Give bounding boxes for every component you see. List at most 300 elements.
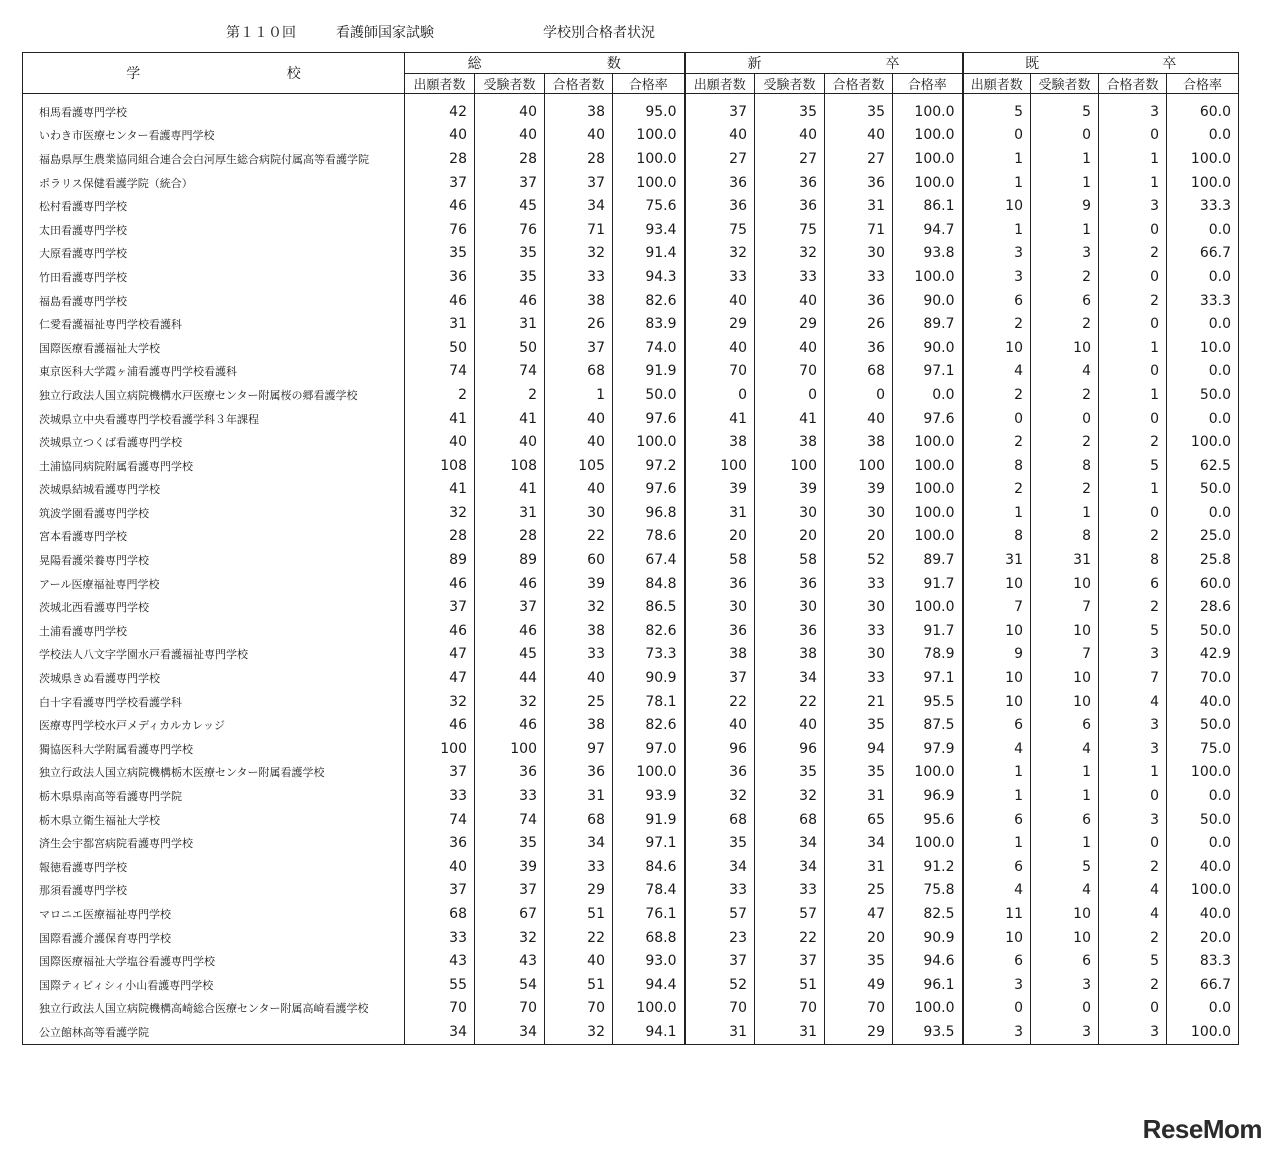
table-row xyxy=(23,690,1239,714)
value-cell: 97.6 xyxy=(613,407,685,431)
value-cell: 31 xyxy=(963,548,1031,572)
value-cell: 0 xyxy=(963,997,1031,1021)
value-cell: 91.7 xyxy=(893,619,963,643)
value-cell: 0 xyxy=(1099,501,1167,525)
value-cell: 100.0 xyxy=(613,430,685,454)
value-cell: 37 xyxy=(475,595,545,619)
value-cell: 82.5 xyxy=(893,902,963,926)
value-cell: 29 xyxy=(755,312,825,336)
value-cell: 30 xyxy=(825,501,893,525)
value-cell: 40 xyxy=(545,666,613,690)
value-cell: 55 xyxy=(405,973,475,997)
value-cell: 33 xyxy=(685,879,755,903)
value-cell: 100.0 xyxy=(893,761,963,785)
value-cell: 31 xyxy=(825,855,893,879)
table-row xyxy=(23,194,1239,218)
resemom-logo: ReseMom xyxy=(1142,1114,1262,1144)
value-cell: 68.8 xyxy=(613,926,685,950)
value-cell: 0 xyxy=(963,124,1031,148)
value-cell: 3 xyxy=(963,973,1031,997)
value-cell: 10 xyxy=(1031,666,1099,690)
value-cell: 28 xyxy=(475,525,545,549)
value-cell: 27 xyxy=(755,147,825,171)
school-name: 済生会宇都宮病院看護専門学校 xyxy=(23,831,405,855)
value-cell: 43 xyxy=(405,949,475,973)
value-cell: 6 xyxy=(1031,808,1099,832)
school-name: 那須看護専門学校 xyxy=(23,879,405,903)
value-cell: 32 xyxy=(545,595,613,619)
value-cell: 10 xyxy=(963,666,1031,690)
table-row xyxy=(23,525,1239,549)
value-cell: 31 xyxy=(475,501,545,525)
value-cell: 3 xyxy=(1031,242,1099,266)
value-cell: 37 xyxy=(545,336,613,360)
value-cell: 41 xyxy=(475,478,545,502)
value-cell: 5 xyxy=(1031,94,1099,124)
value-cell: 28 xyxy=(475,147,545,171)
value-cell: 36 xyxy=(405,265,475,289)
value-cell: 2 xyxy=(405,383,475,407)
group-header-row xyxy=(23,53,1239,74)
value-cell: 6 xyxy=(1031,289,1099,313)
value-cell: 0 xyxy=(755,383,825,407)
value-cell: 71 xyxy=(545,218,613,242)
value-cell: 40 xyxy=(755,713,825,737)
value-cell: 3 xyxy=(1099,808,1167,832)
value-cell: 0 xyxy=(1099,265,1167,289)
value-cell: 2 xyxy=(1099,289,1167,313)
value-cell: 0 xyxy=(963,407,1031,431)
value-cell: 3 xyxy=(1099,737,1167,761)
value-cell: 30 xyxy=(825,242,893,266)
value-cell: 46 xyxy=(405,194,475,218)
value-cell: 78.9 xyxy=(893,643,963,667)
value-cell: 91.9 xyxy=(613,360,685,384)
value-cell: 58 xyxy=(685,548,755,572)
value-cell: 40 xyxy=(825,407,893,431)
value-cell: 2 xyxy=(963,383,1031,407)
value-cell: 40 xyxy=(685,713,755,737)
value-cell: 83.3 xyxy=(1167,949,1239,973)
value-cell: 95.0 xyxy=(613,94,685,124)
value-cell: 70 xyxy=(755,997,825,1021)
value-cell: 1 xyxy=(963,218,1031,242)
value-cell: 36 xyxy=(545,761,613,785)
value-cell: 37 xyxy=(755,949,825,973)
value-cell: 50.0 xyxy=(613,383,685,407)
value-cell: 52 xyxy=(685,973,755,997)
value-cell: 37 xyxy=(685,949,755,973)
value-cell: 34 xyxy=(475,1020,545,1044)
value-cell: 1 xyxy=(1099,336,1167,360)
value-cell: 27 xyxy=(685,147,755,171)
value-cell: 20 xyxy=(825,525,893,549)
value-cell: 94.1 xyxy=(613,1020,685,1044)
school-name: 独立行政法人国立病院機構水戸医療センター附属桜の郷看護学校 xyxy=(23,383,405,407)
value-cell: 36 xyxy=(685,572,755,596)
value-cell: 4 xyxy=(963,879,1031,903)
school-column-header xyxy=(23,53,405,94)
value-cell: 3 xyxy=(1099,194,1167,218)
value-cell: 40 xyxy=(755,289,825,313)
value-cell: 35 xyxy=(475,242,545,266)
value-cell: 27 xyxy=(825,147,893,171)
value-cell: 22 xyxy=(685,690,755,714)
value-cell: 96.9 xyxy=(893,784,963,808)
value-cell: 70 xyxy=(475,997,545,1021)
value-cell: 38 xyxy=(545,94,613,124)
value-cell: 0 xyxy=(1099,360,1167,384)
table-row xyxy=(23,218,1239,242)
value-cell: 84.8 xyxy=(613,572,685,596)
value-cell: 67.4 xyxy=(613,548,685,572)
value-cell: 33 xyxy=(475,784,545,808)
table-row xyxy=(23,855,1239,879)
table-row xyxy=(23,973,1239,997)
value-cell: 86.5 xyxy=(613,595,685,619)
value-cell: 37 xyxy=(545,171,613,195)
subheader-cell: 受験者数 xyxy=(475,74,545,94)
value-cell: 2 xyxy=(1099,973,1167,997)
value-cell: 38 xyxy=(685,430,755,454)
value-cell: 33 xyxy=(755,265,825,289)
school-name: 国際医療看護福祉大学校 xyxy=(23,336,405,360)
value-cell: 84.6 xyxy=(613,855,685,879)
value-cell: 35 xyxy=(825,761,893,785)
value-cell: 40 xyxy=(475,94,545,124)
value-cell: 100.0 xyxy=(893,265,963,289)
value-cell: 35 xyxy=(475,831,545,855)
value-cell: 91.2 xyxy=(893,855,963,879)
subheader-cell: 合格者数 xyxy=(1099,74,1167,94)
value-cell: 2 xyxy=(1031,383,1099,407)
subheader-cell: 合格率 xyxy=(893,74,963,94)
value-cell: 97.2 xyxy=(613,454,685,478)
table-row xyxy=(23,737,1239,761)
exam-round: 第１１０回 xyxy=(226,25,296,41)
value-cell: 86.1 xyxy=(893,194,963,218)
value-cell: 1 xyxy=(1031,761,1099,785)
value-cell: 40 xyxy=(545,407,613,431)
value-cell: 0 xyxy=(685,383,755,407)
table-row xyxy=(23,926,1239,950)
school-name: 太田看護専門学校 xyxy=(23,218,405,242)
value-cell: 0.0 xyxy=(893,383,963,407)
value-cell: 31 xyxy=(405,312,475,336)
value-cell: 82.6 xyxy=(613,619,685,643)
subheader-cell: 合格者数 xyxy=(545,74,613,94)
value-cell: 20 xyxy=(685,525,755,549)
value-cell: 2 xyxy=(1099,926,1167,950)
value-cell: 83.9 xyxy=(613,312,685,336)
table-row xyxy=(23,831,1239,855)
value-cell: 26 xyxy=(825,312,893,336)
value-cell: 1 xyxy=(963,784,1031,808)
value-cell: 1 xyxy=(963,501,1031,525)
value-cell: 33 xyxy=(545,265,613,289)
exam-name: 看護師国家試験 xyxy=(336,25,434,41)
value-cell: 32 xyxy=(405,690,475,714)
value-cell: 2 xyxy=(1031,312,1099,336)
value-cell: 100.0 xyxy=(893,430,963,454)
value-cell: 58 xyxy=(755,548,825,572)
value-cell: 100.0 xyxy=(893,147,963,171)
value-cell: 90.9 xyxy=(613,666,685,690)
value-cell: 31 xyxy=(825,194,893,218)
value-cell: 5 xyxy=(1099,619,1167,643)
value-cell: 71 xyxy=(825,218,893,242)
table-row xyxy=(23,619,1239,643)
value-cell: 34 xyxy=(755,831,825,855)
school-name: 晃陽看護栄養専門学校 xyxy=(23,548,405,572)
school-name: 白十字看護専門学校看護学科 xyxy=(23,690,405,714)
value-cell: 0 xyxy=(1099,407,1167,431)
value-cell: 70 xyxy=(755,360,825,384)
value-cell: 28 xyxy=(545,147,613,171)
value-cell: 36 xyxy=(685,619,755,643)
value-cell: 37 xyxy=(405,761,475,785)
value-cell: 2 xyxy=(1099,430,1167,454)
value-cell: 32 xyxy=(685,784,755,808)
value-cell: 10 xyxy=(1031,336,1099,360)
value-cell: 100.0 xyxy=(613,997,685,1021)
value-cell: 78.4 xyxy=(613,879,685,903)
value-cell: 34 xyxy=(405,1020,475,1044)
table-row xyxy=(23,761,1239,785)
value-cell: 34 xyxy=(685,855,755,879)
value-cell: 40 xyxy=(755,336,825,360)
value-cell: 51 xyxy=(545,902,613,926)
table-row xyxy=(23,265,1239,289)
value-cell: 37 xyxy=(405,879,475,903)
school-name: 茨城北西看護専門学校 xyxy=(23,595,405,619)
school-name: いわき市医療センター看護専門学校 xyxy=(23,124,405,148)
value-cell: 0.0 xyxy=(1167,360,1239,384)
value-cell: 36 xyxy=(755,619,825,643)
value-cell: 100.0 xyxy=(893,997,963,1021)
value-cell: 3 xyxy=(963,1020,1031,1044)
value-cell: 3 xyxy=(1099,94,1167,124)
value-cell: 33 xyxy=(405,784,475,808)
value-cell: 8 xyxy=(1099,548,1167,572)
value-cell: 45 xyxy=(475,194,545,218)
value-cell: 50.0 xyxy=(1167,808,1239,832)
value-cell: 0.0 xyxy=(1167,265,1239,289)
value-cell: 1 xyxy=(963,761,1031,785)
table-row xyxy=(23,478,1239,502)
value-cell: 20.0 xyxy=(1167,926,1239,950)
value-cell: 32 xyxy=(755,784,825,808)
school-name: 医療専門学校水戸メディカルカレッジ xyxy=(23,713,405,737)
value-cell: 41 xyxy=(475,407,545,431)
report-title: 学校別合格者状況 xyxy=(543,25,655,41)
value-cell: 0 xyxy=(1099,124,1167,148)
table-row xyxy=(23,360,1239,384)
value-cell: 22 xyxy=(545,525,613,549)
value-cell: 2 xyxy=(1099,525,1167,549)
value-cell: 46 xyxy=(475,289,545,313)
value-cell: 8 xyxy=(1031,454,1099,478)
value-cell: 10 xyxy=(1031,619,1099,643)
value-cell: 1 xyxy=(963,147,1031,171)
value-cell: 68 xyxy=(545,360,613,384)
value-cell: 94.4 xyxy=(613,973,685,997)
value-cell: 96.1 xyxy=(893,973,963,997)
value-cell: 7 xyxy=(1099,666,1167,690)
value-cell: 91.7 xyxy=(893,572,963,596)
value-cell: 1 xyxy=(963,171,1031,195)
value-cell: 33 xyxy=(755,879,825,903)
value-cell: 28 xyxy=(405,147,475,171)
value-cell: 10.0 xyxy=(1167,336,1239,360)
value-cell: 105 xyxy=(545,454,613,478)
value-cell: 0 xyxy=(1099,997,1167,1021)
value-cell: 41 xyxy=(685,407,755,431)
value-cell: 0 xyxy=(825,383,893,407)
school-header-char: 校 xyxy=(286,66,301,82)
value-cell: 40 xyxy=(685,289,755,313)
school-name: 独立行政法人国立病院機構高崎総合医療センター附属高崎看護学校 xyxy=(23,997,405,1021)
value-cell: 97.1 xyxy=(893,666,963,690)
value-cell: 62.5 xyxy=(1167,454,1239,478)
value-cell: 82.6 xyxy=(613,713,685,737)
school-name: 福島看護専門学校 xyxy=(23,289,405,313)
value-cell: 3 xyxy=(963,265,1031,289)
value-cell: 6 xyxy=(963,289,1031,313)
value-cell: 31 xyxy=(545,784,613,808)
value-cell: 68 xyxy=(825,360,893,384)
subheader-cell: 出願者数 xyxy=(405,74,475,94)
value-cell: 75.8 xyxy=(893,879,963,903)
value-cell: 0.0 xyxy=(1167,312,1239,336)
value-cell: 45 xyxy=(475,643,545,667)
school-name: 公立館林高等看護学院 xyxy=(23,1020,405,1044)
subheader-cell: 受験者数 xyxy=(1031,74,1099,94)
value-cell: 95.6 xyxy=(893,808,963,832)
value-cell: 87.5 xyxy=(893,713,963,737)
value-cell: 39 xyxy=(825,478,893,502)
value-cell: 29 xyxy=(685,312,755,336)
value-cell: 46 xyxy=(405,289,475,313)
table-row xyxy=(23,713,1239,737)
value-cell: 33 xyxy=(825,265,893,289)
value-cell: 1 xyxy=(1031,218,1099,242)
value-cell: 33 xyxy=(825,666,893,690)
school-name: 宮本看護専門学校 xyxy=(23,525,405,549)
value-cell: 4 xyxy=(963,737,1031,761)
value-cell: 32 xyxy=(755,242,825,266)
value-cell: 33 xyxy=(405,926,475,950)
value-cell: 10 xyxy=(1031,572,1099,596)
value-cell: 42 xyxy=(405,94,475,124)
value-cell: 100.0 xyxy=(893,94,963,124)
value-cell: 0 xyxy=(1099,218,1167,242)
value-cell: 8 xyxy=(1031,525,1099,549)
value-cell: 94.3 xyxy=(613,265,685,289)
value-cell: 10 xyxy=(963,619,1031,643)
value-cell: 51 xyxy=(545,973,613,997)
value-cell: 40.0 xyxy=(1167,902,1239,926)
value-cell: 1 xyxy=(1031,171,1099,195)
value-cell: 68 xyxy=(545,808,613,832)
school-name: 報徳看護専門学校 xyxy=(23,855,405,879)
value-cell: 6 xyxy=(1031,949,1099,973)
value-cell: 100.0 xyxy=(1167,879,1239,903)
school-name: ポラリス保健看護学院（統合） xyxy=(23,171,405,195)
subheader-cell: 合格率 xyxy=(1167,74,1239,94)
value-cell: 97.9 xyxy=(893,737,963,761)
value-cell: 30 xyxy=(825,643,893,667)
value-cell: 31 xyxy=(685,501,755,525)
value-cell: 90.0 xyxy=(893,336,963,360)
table-row xyxy=(23,808,1239,832)
value-cell: 57 xyxy=(685,902,755,926)
value-cell: 29 xyxy=(825,1020,893,1044)
value-cell: 0.0 xyxy=(1167,501,1239,525)
value-cell: 40 xyxy=(475,124,545,148)
table-row xyxy=(23,949,1239,973)
table-row xyxy=(23,407,1239,431)
table-row xyxy=(23,289,1239,313)
value-cell: 1 xyxy=(1031,831,1099,855)
value-cell: 50.0 xyxy=(1167,713,1239,737)
value-cell: 1 xyxy=(1099,761,1167,785)
value-cell: 57 xyxy=(755,902,825,926)
value-cell: 6 xyxy=(1031,713,1099,737)
table-row xyxy=(23,336,1239,360)
value-cell: 40 xyxy=(475,430,545,454)
value-cell: 3 xyxy=(1099,713,1167,737)
value-cell: 100.0 xyxy=(613,124,685,148)
table-row xyxy=(23,171,1239,195)
value-cell: 2 xyxy=(1031,478,1099,502)
value-cell: 8 xyxy=(963,525,1031,549)
value-cell: 6 xyxy=(1099,572,1167,596)
value-cell: 30 xyxy=(545,501,613,525)
value-cell: 32 xyxy=(475,690,545,714)
value-cell: 35 xyxy=(825,713,893,737)
value-cell: 35 xyxy=(475,265,545,289)
value-cell: 2 xyxy=(963,430,1031,454)
value-cell: 34 xyxy=(755,855,825,879)
value-cell: 3 xyxy=(963,242,1031,266)
school-name: 栃木県県南高等看護専門学院 xyxy=(23,784,405,808)
value-cell: 3 xyxy=(1031,1020,1099,1044)
table-row xyxy=(23,643,1239,667)
value-cell: 32 xyxy=(545,242,613,266)
value-cell: 40 xyxy=(685,336,755,360)
value-cell: 9 xyxy=(963,643,1031,667)
value-cell: 38 xyxy=(685,643,755,667)
value-cell: 94 xyxy=(825,737,893,761)
value-cell: 89.7 xyxy=(893,548,963,572)
value-cell: 31 xyxy=(475,312,545,336)
value-cell: 100 xyxy=(825,454,893,478)
value-cell: 108 xyxy=(405,454,475,478)
value-cell: 36 xyxy=(405,831,475,855)
value-cell: 100.0 xyxy=(1167,430,1239,454)
value-cell: 30 xyxy=(685,595,755,619)
school-name: アール医療福祉専門学校 xyxy=(23,572,405,596)
value-cell: 93.0 xyxy=(613,949,685,973)
value-cell: 0 xyxy=(1099,831,1167,855)
value-cell: 36 xyxy=(825,171,893,195)
value-cell: 10 xyxy=(1031,690,1099,714)
school-name: 竹田看護専門学校 xyxy=(23,265,405,289)
value-cell: 70 xyxy=(685,997,755,1021)
value-cell: 10 xyxy=(1031,902,1099,926)
value-cell: 34 xyxy=(545,194,613,218)
